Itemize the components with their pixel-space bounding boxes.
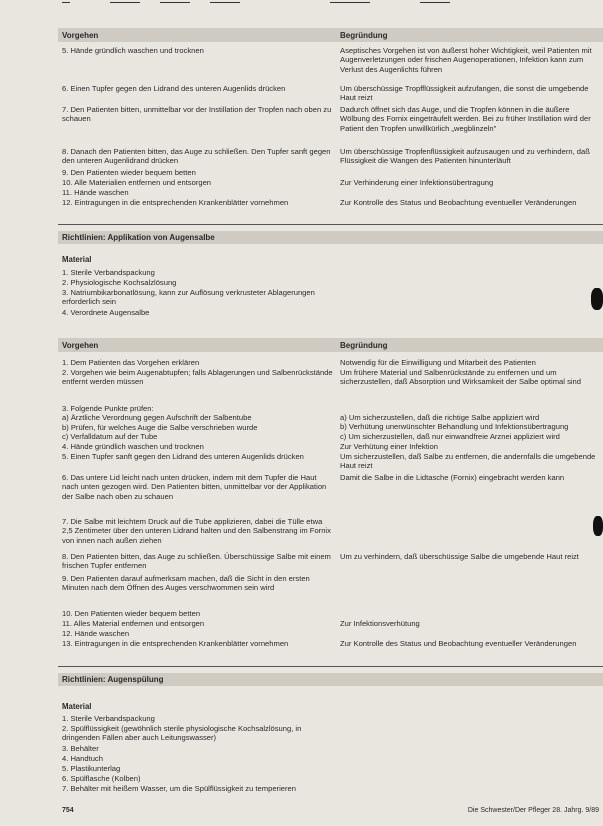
step-right: Dadurch öffnet sich das Auge, und die Tropfen können in die äußere Wölbung des Fornix eingeträufelt werden. Bei zu früher Instillation wird der Patient den Tropfen unwillkürlich „wegblinzeln" [340, 105, 591, 133]
step-right: a) Um sicherzustellen, daß die richtige Salbe appliziert wird b) Verhütung unerwünschter Behandlung und Infektionsübertragung c) Um sicherzustellen, daß nur einwandfreie Arznei appliziert wird [340, 413, 569, 441]
table-header [58, 28, 603, 42]
material-item: 2. Physiologische Kochsalzlösung [62, 278, 177, 287]
material-heading: Material [62, 702, 92, 711]
top-dash [330, 2, 370, 3]
column-header-begruendung: Begründung [340, 31, 388, 40]
column-header-vorgehen: Vorgehen [62, 341, 99, 350]
step-left: 6. Einen Tupfer gegen den Lidrand des unteren Augenlids drücken [62, 84, 286, 93]
step-right: Um frühere Material und Salbenrückstände zu entfernen und um sicherzustellen, daß Absorption und Wirksamkeit der Salbe optimal sind [340, 368, 582, 387]
step-left: 7. Den Patienten bitten, unmittelbar vor der Instillation der Tropfen nach oben zu schauen [62, 105, 332, 124]
material-item: 6. Spülflasche (Kolben) [62, 774, 141, 783]
step-left: 6. Das untere Lid leicht nach unten drücken, indem mit dem Tupfer die Haut nach unten gezogen wird. Den Patienten bitten, unmittelbar vor der Applikation der Salbe nach oben zu schauen [62, 473, 327, 501]
step-left: 5. Einen Tupfer sanft gegen den Lidrand des unteren Augenlids drücken [62, 452, 304, 461]
step-left: 11. Hände waschen [62, 188, 129, 197]
publication-source: Die Schwester/Der Pfleger 28. Jahrg. 9/89 [467, 807, 599, 814]
step-right: Um überschüssige Tropfenflüssigkeit aufzusaugen und zu verhindern, daß Flüssigkeit die Wangen des Patienten hinunterläuft [340, 147, 590, 166]
step-right: Zur Infektionsverhütung [340, 619, 420, 628]
section-title-band [58, 673, 603, 686]
step-right: Zur Verhütung einer Infektion [340, 442, 438, 451]
punch-hole-mark [591, 288, 603, 310]
section-title: Richtlinien: Applikation von Augensalbe [62, 233, 215, 242]
step-right: Damit die Salbe in die Lidtasche (Fornix) eingebracht werden kann [340, 473, 565, 482]
material-item: 1. Sterile Verbandspackung [62, 714, 155, 723]
step-left: 13. Eintragungen in die entsprechenden Krankenblätter vornehmen [62, 639, 289, 648]
step-left: 10. Alle Materialien entfernen und entsorgen [62, 178, 212, 187]
section-title: Richtlinien: Augenspülung [62, 675, 164, 684]
table-header [58, 338, 603, 352]
step-left: 12. Eintragungen in die entsprechenden Krankenblätter vornehmen [62, 198, 289, 207]
step-left: 9. Den Patienten darauf aufmerksam machen, daß die Sicht in den ersten Minuten nach dem Öffnen des Auges verschwommen sein wird [62, 574, 310, 593]
section-title-band [58, 231, 603, 244]
step-right: Zur Verhinderung einer Infektionsübertragung [340, 178, 494, 187]
material-heading: Material [62, 255, 92, 264]
top-dash [110, 2, 140, 3]
step-left: 8. Danach den Patienten bitten, das Auge zu schließen. Den Tupfer sanft gegen den unteren Augenlidrand drücken [62, 147, 331, 166]
step-left: 5. Hände gründlich waschen und trocknen [62, 46, 204, 55]
material-item: 2. Spülflüssigkeit (gewöhnlich sterile physiologische Kochsalzlösung, in dringenden Fällen aber auch Leitungswasser) [62, 724, 302, 743]
step-right: Zur Kontrolle des Status und Beobachtung eventueller Veränderungen [340, 198, 577, 207]
step-left: 11. Alles Material entfernen und entsorgen [62, 619, 205, 628]
column-header-vorgehen: Vorgehen [62, 31, 99, 40]
material-item: 7. Behälter mit heißem Wasser, um die Spülflüssigkeit zu temperieren [62, 784, 296, 793]
step-right: Um sicherzustellen, daß Salbe zu entfernen, die andernfalls die umgebende Haut reizt [340, 452, 596, 471]
material-item: 4. Handtuch [62, 754, 103, 763]
punch-hole-mark [593, 516, 603, 536]
top-dash [420, 2, 450, 3]
step-right: Zur Kontrolle des Status und Beobachtung eventueller Veränderungen [340, 639, 577, 648]
top-dash [160, 2, 190, 3]
step-left: 1. Dem Patienten das Vorgehen erklären [62, 358, 200, 367]
section-divider [58, 224, 603, 225]
column-header-begruendung: Begründung [340, 341, 388, 350]
top-dash [210, 2, 240, 3]
step-left: 12. Hände waschen [62, 629, 130, 638]
step-right: Um zu verhindern, daß überschüssige Salbe die umgebende Haut reizt [340, 552, 579, 561]
step-left: 3. Folgende Punkte prüfen: a) Ärztliche Verordnung gegen Aufschrift der Salbentube b) Prüfen, für welches Auge die Salbe verschrieben wurde c) Verfalldatum auf der Tube [62, 404, 258, 442]
material-item: 5. Plastikunterlag [62, 764, 121, 773]
step-left: 10. Den Patienten wieder bequem betten [62, 609, 201, 618]
section-divider [58, 666, 603, 667]
step-left: 4. Hände gründlich waschen und trocknen [62, 442, 204, 451]
material-item: 3. Natriumbikarbonatlösung, kann zur Auflösung verkrusteter Ablagerungen erforderlich sein [62, 288, 315, 307]
top-dash [62, 2, 70, 3]
step-right: Um überschüssige Tropfflüssigkeit aufzufangen, die sonst die umgebende Haut reizt [340, 84, 589, 103]
step-left: 9. Den Patienten wieder bequem betten [62, 168, 196, 177]
material-item: 1. Sterile Verbandspackung [62, 268, 155, 277]
step-left: 7. Die Salbe mit leichtem Druck auf die Tube applizieren, dabei die Tülle etwa 2,5 Zentimeter über den unteren Lidrand halten und den Salbenstrang im Fornix von innen nach außen ziehen [62, 517, 331, 545]
step-left: 8. Den Patienten bitten, das Auge zu schließen. Überschüssige Salbe mit einem frischen Tupfer entfernen [62, 552, 331, 571]
material-item: 3. Behälter [62, 744, 99, 753]
step-right: Aseptisches Vorgehen ist von äußerst hoher Wichtigkeit, weil Patienten mit Augenverletzungen oder frischen Augenoperationen, Infektion kann zum Verlust des Augenlichts führen [340, 46, 592, 74]
page-number: 754 [62, 807, 74, 814]
material-item: 4. Verordnete Augensalbe [62, 308, 150, 317]
step-right: Notwendig für die Einwilligung und Mitarbeit des Patienten [340, 358, 536, 367]
step-left: 2. Vorgehen wie beim Augenabtupfen; falls Ablagerungen und Salbenrückstände entfernt werden müssen [62, 368, 333, 387]
